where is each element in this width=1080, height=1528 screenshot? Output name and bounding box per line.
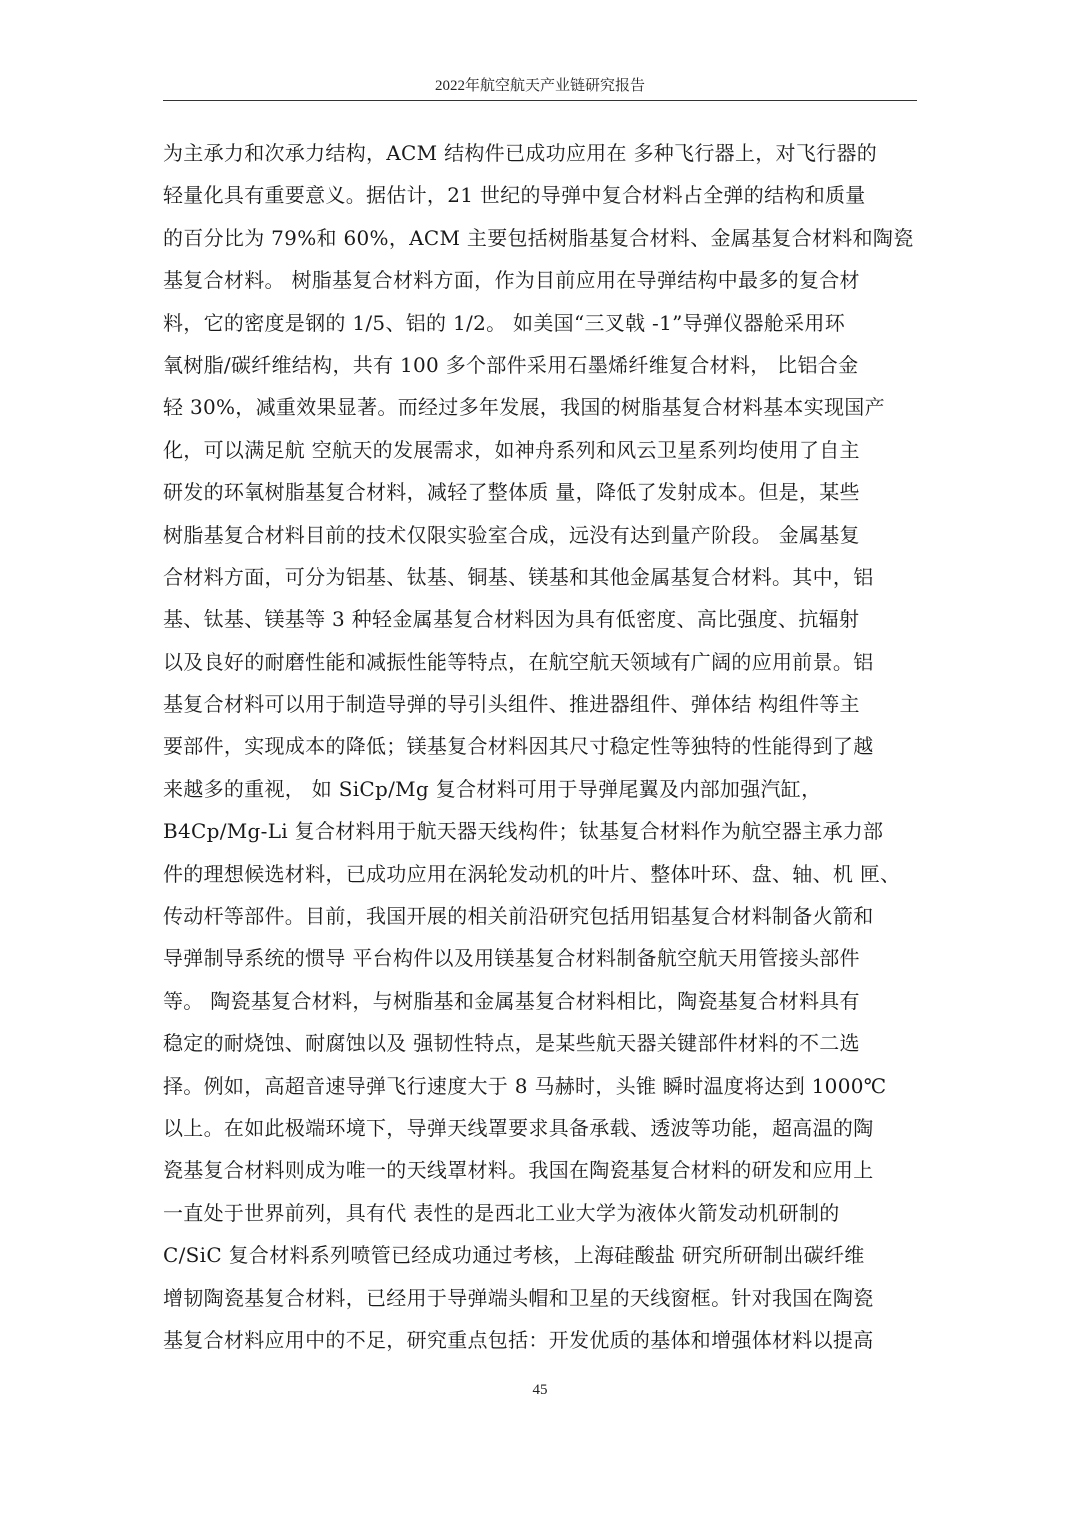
text-line: 件的理想候选材料，已成功应用在涡轮发动机的叶片、整体叶环、盘、轴、机 匣、 [163, 861, 901, 886]
text-line: B4Cp/Mg-Li 复合材料用于航天器天线构件；钛基复合材料作为航空器主承力部 [163, 819, 884, 844]
text-line: 瓷基复合材料则成为唯一的天线罩材料。我国在陶瓷基复合材料的研发和应用上 [163, 1158, 874, 1183]
text-line: 来越多的重视， 如 SiCp/Mg 复合材料可用于导弹尾翼及内部加强汽缸， [163, 776, 822, 801]
text-line: 传动杆等部件。目前，我国开展的相关前沿研究包括用铝基复合材料制备火箭和 [163, 904, 874, 929]
text-line: 树脂基复合材料目前的技术仅限实验室合成，远没有达到量产阶段。 金属基复 [163, 522, 860, 547]
text-line: 的百分比为 79%和 60%，ACM 主要包括树脂基复合材料、金属基复合材料和陶瓷 [163, 225, 914, 250]
page-header-title: 2022年航空航天产业链研究报告 [434, 78, 645, 94]
text-line: 基、钛基、镁基等 3 种轻金属基复合材料因为具有低密度、高比强度、抗辐射 [163, 607, 860, 632]
text-line: 以上。在如此极端环境下，导弹天线罩要求具备承载、透波等功能，超高温的陶 [163, 1115, 874, 1140]
text-line: 增韧陶瓷基复合材料，已经用于导弹端头帽和卫星的天线窗框。针对我国在陶瓷 [163, 1285, 874, 1310]
text-line: 一直处于世界前列，具有代 表性的是西北工业大学为液体火箭发动机研制的 [163, 1200, 840, 1225]
text-line: C/SiC 复合材料系列喷管已经成功通过考核，上海硅酸盐 研究所研制出碳纤维 [163, 1243, 865, 1268]
text-line: 导弹制导系统的惯导 平台构件以及用镁基复合材料制备航空航天用管接头部件 [163, 946, 860, 971]
text-line: 轻量化具有重要意义。据估计，21 世纪的导弹中复合材料占全弹的结构和质量 [163, 183, 866, 208]
page-number: 45 [532, 1382, 548, 1398]
text-line: 基复合材料。 树脂基复合材料方面，作为目前应用在导弹结构中最多的复合材 [163, 268, 860, 293]
header-divider [163, 100, 917, 101]
text-line: 等。 陶瓷基复合材料，与树脂基和金属基复合材料相比，陶瓷基复合材料具有 [163, 988, 860, 1013]
text-line: 氧树脂/碳纤维结构，共有 100 多个部件采用石墨烯纤维复合材料， 比铝合金 [163, 352, 859, 377]
text-line: 稳定的耐烧蚀、耐腐蚀以及 强韧性特点，是某些航天器关键部件材料的不二选 [163, 1031, 860, 1056]
text-line: 择。例如，高超音速导弹飞行速度大于 8 马赫时，头锥 瞬时温度将达到 1000℃ [163, 1073, 887, 1098]
text-line: 以及良好的耐磨性能和减振性能等特点，在航空航天领域有广阔的应用前景。铝 [163, 649, 874, 674]
text-line: 研发的环氧树脂基复合材料，减轻了整体质 量，降低了发射成本。但是，某些 [163, 480, 860, 505]
text-line: 要部件，实现成本的降低；镁基复合材料因其尺寸稳定性等独特的性能得到了越 [163, 734, 874, 759]
body-paragraph [163, 132, 923, 1361]
text-line: 合材料方面，可分为铝基、钛基、铜基、镁基和其他金属基复合材料。其中，铝 [163, 564, 874, 589]
text-line: 基复合材料应用中的不足，研究重点包括：开发优质的基体和增强体材料以提高 [163, 1327, 874, 1352]
text-line: 化，可以满足航 空航天的发展需求，如神舟系列和风云卫星系列均使用了自主 [163, 437, 860, 462]
text-line: 轻 30%，减重效果显著。而经过多年发展，我国的树脂基复合材料基本实现国产 [163, 395, 885, 420]
text-line: 基复合材料可以用于制造导弹的导引头组件、推进器组件、弹体结 构组件等主 [163, 692, 860, 717]
text-line: 料，它的密度是钢的 1/5、铝的 1/2。 如美国“三叉戟 -1”导弹仪器舱采用环 [163, 310, 846, 335]
text-line: 为主承力和次承力结构，ACM 结构件已成功应用在 多种飞行器上，对飞行器的 [163, 141, 878, 165]
